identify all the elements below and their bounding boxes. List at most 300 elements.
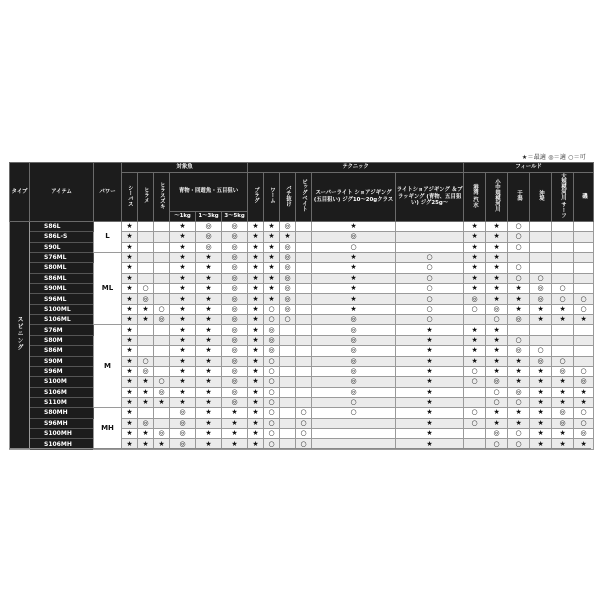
rating-cell: ★ bbox=[154, 397, 170, 407]
rating-cell: ★ bbox=[486, 335, 508, 345]
rating-cell: ◎ bbox=[530, 294, 552, 304]
rating-cell: ★ bbox=[248, 263, 264, 273]
rating-cell: ★ bbox=[396, 387, 464, 397]
rating-legend: ★＝最適 ◎＝適 ○＝可 bbox=[521, 154, 586, 161]
rating-cell: ★ bbox=[196, 263, 222, 273]
rating-cell: ★ bbox=[486, 221, 508, 231]
rating-cell: ◎ bbox=[312, 315, 396, 325]
rating-cell: ★ bbox=[170, 356, 196, 366]
power-ml-cell: ML bbox=[94, 252, 122, 325]
rating-cell: ★ bbox=[122, 221, 138, 231]
rating-cell: ★ bbox=[312, 304, 396, 314]
rating-cell: ◎ bbox=[280, 283, 296, 293]
rating-cell bbox=[530, 263, 552, 273]
rating-cell: ★ bbox=[248, 294, 264, 304]
rating-cell: ◎ bbox=[508, 346, 530, 356]
rating-cell: ○ bbox=[264, 397, 280, 407]
rating-cell bbox=[154, 335, 170, 345]
rating-cell: ★ bbox=[138, 377, 154, 387]
rating-cell: ★ bbox=[264, 283, 280, 293]
rating-cell: ○ bbox=[486, 315, 508, 325]
rating-cell: ★ bbox=[248, 418, 264, 428]
rating-cell: ★ bbox=[222, 408, 248, 418]
rating-cell: ○ bbox=[396, 294, 464, 304]
header-tech-bigbait: ビッグベイト bbox=[296, 173, 312, 222]
rating-cell: ★ bbox=[248, 325, 264, 335]
rating-cell bbox=[552, 242, 574, 252]
rating-cell bbox=[296, 242, 312, 252]
rating-cell bbox=[154, 232, 170, 242]
rating-cell: ★ bbox=[464, 356, 486, 366]
rating-cell: ○ bbox=[138, 283, 154, 293]
table-row bbox=[10, 221, 594, 231]
rating-cell: ◎ bbox=[530, 356, 552, 366]
rating-cell bbox=[280, 346, 296, 356]
rating-cell bbox=[296, 335, 312, 345]
rating-cell bbox=[574, 325, 594, 335]
rating-cell: ★ bbox=[264, 294, 280, 304]
rating-cell: ◎ bbox=[280, 242, 296, 252]
rating-cell: ★ bbox=[530, 377, 552, 387]
rating-cell: ★ bbox=[464, 283, 486, 293]
power-mh-cell: MH bbox=[94, 408, 122, 450]
rating-cell bbox=[296, 273, 312, 283]
rating-cell: ★ bbox=[122, 429, 138, 439]
header-fish-seabass: シーバス bbox=[122, 173, 138, 222]
rating-cell: ★ bbox=[196, 273, 222, 283]
rating-cell: ★ bbox=[508, 366, 530, 376]
table-row bbox=[10, 408, 594, 418]
rating-cell: ★ bbox=[122, 439, 138, 449]
rating-cell bbox=[296, 304, 312, 314]
rating-cell: ★ bbox=[122, 315, 138, 325]
rating-cell: ◎ bbox=[222, 356, 248, 366]
rating-cell: ★ bbox=[196, 283, 222, 293]
rating-cell bbox=[154, 418, 170, 428]
item-name: S90L bbox=[30, 242, 94, 252]
rating-cell: ★ bbox=[196, 397, 222, 407]
rating-cell bbox=[296, 252, 312, 262]
header-type: タイプ bbox=[10, 163, 30, 222]
rating-cell bbox=[154, 273, 170, 283]
rating-cell: ○ bbox=[508, 232, 530, 242]
rating-cell bbox=[138, 346, 154, 356]
rating-cell: ○ bbox=[296, 418, 312, 428]
rating-cell: ★ bbox=[508, 418, 530, 428]
rating-cell bbox=[574, 283, 594, 293]
header-field-breakwater: 沖堤 bbox=[530, 173, 552, 222]
rating-cell: ○ bbox=[464, 418, 486, 428]
rating-cell bbox=[574, 346, 594, 356]
type-spinning-cell bbox=[10, 221, 30, 449]
rating-cell: ★ bbox=[552, 387, 574, 397]
rating-cell: ○ bbox=[296, 439, 312, 449]
power-l-cell: L bbox=[94, 221, 122, 252]
rating-cell: ★ bbox=[222, 418, 248, 428]
rating-cell: ○ bbox=[508, 335, 530, 345]
rating-cell: ★ bbox=[486, 408, 508, 418]
rating-cell bbox=[154, 283, 170, 293]
rating-cell: ◎ bbox=[222, 387, 248, 397]
rating-cell bbox=[154, 242, 170, 252]
rating-cell: ★ bbox=[464, 325, 486, 335]
rating-cell: ★ bbox=[138, 439, 154, 449]
rating-cell bbox=[296, 294, 312, 304]
rating-cell: ○ bbox=[296, 408, 312, 418]
rating-cell: ○ bbox=[264, 315, 280, 325]
rating-cell: ○ bbox=[552, 294, 574, 304]
rating-cell: ★ bbox=[486, 366, 508, 376]
type-label: スピニング bbox=[16, 316, 23, 352]
rating-cell: ★ bbox=[138, 387, 154, 397]
rating-cell: ★ bbox=[248, 408, 264, 418]
rating-cell bbox=[138, 252, 154, 262]
rating-cell: ◎ bbox=[508, 387, 530, 397]
rating-cell: ○ bbox=[264, 408, 280, 418]
rating-cell: ★ bbox=[170, 273, 196, 283]
rating-cell: ★ bbox=[464, 242, 486, 252]
rating-cell: ★ bbox=[248, 221, 264, 231]
rating-cell bbox=[296, 232, 312, 242]
rating-cell: ★ bbox=[138, 429, 154, 439]
rating-cell: ★ bbox=[264, 221, 280, 231]
rating-cell: ★ bbox=[170, 283, 196, 293]
rating-cell: ○ bbox=[154, 377, 170, 387]
rating-cell: ★ bbox=[122, 263, 138, 273]
header-field-rocky-shore: 磯 bbox=[574, 173, 594, 222]
rating-cell: ◎ bbox=[264, 325, 280, 335]
rating-cell: ★ bbox=[396, 356, 464, 366]
rating-cell: ★ bbox=[530, 315, 552, 325]
rating-cell: ★ bbox=[222, 429, 248, 439]
table-body bbox=[10, 221, 594, 449]
rating-cell bbox=[138, 335, 154, 345]
rating-cell bbox=[464, 315, 486, 325]
rating-cell: ◎ bbox=[312, 325, 396, 335]
rating-cell: ★ bbox=[486, 294, 508, 304]
item-name: S106ML bbox=[30, 315, 94, 325]
rating-cell: ◎ bbox=[280, 252, 296, 262]
rating-cell: ★ bbox=[464, 232, 486, 242]
rating-cell bbox=[154, 346, 170, 356]
rating-cell: ○ bbox=[264, 366, 280, 376]
header-group-technique: テクニック bbox=[248, 163, 464, 173]
rating-cell: ○ bbox=[574, 418, 594, 428]
rating-cell: ★ bbox=[196, 377, 222, 387]
rating-cell bbox=[530, 335, 552, 345]
rating-cell: ◎ bbox=[196, 242, 222, 252]
rating-cell: ○ bbox=[508, 397, 530, 407]
rating-cell: ○ bbox=[264, 304, 280, 314]
item-name: S80MH bbox=[30, 408, 94, 418]
rating-cell: ★ bbox=[464, 252, 486, 262]
rating-cell bbox=[296, 377, 312, 387]
rating-cell: ◎ bbox=[154, 315, 170, 325]
rating-cell: ★ bbox=[122, 294, 138, 304]
rating-cell: ★ bbox=[138, 315, 154, 325]
rating-cell: ★ bbox=[530, 387, 552, 397]
rating-cell bbox=[138, 242, 154, 252]
rating-cell: ★ bbox=[248, 366, 264, 376]
rating-cell: ★ bbox=[248, 387, 264, 397]
rating-cell: ★ bbox=[122, 232, 138, 242]
rating-cell: ★ bbox=[196, 356, 222, 366]
rating-cell: ◎ bbox=[486, 377, 508, 387]
item-name: S96M bbox=[30, 366, 94, 376]
rating-cell: ★ bbox=[552, 304, 574, 314]
rating-cell: ○ bbox=[508, 242, 530, 252]
rating-cell: ★ bbox=[312, 252, 396, 262]
rating-cell: ◎ bbox=[170, 418, 196, 428]
rating-cell: ◎ bbox=[264, 335, 280, 345]
rating-cell: ★ bbox=[508, 304, 530, 314]
rating-cell: ★ bbox=[312, 283, 396, 293]
rating-cell: ★ bbox=[170, 346, 196, 356]
rating-cell: ◎ bbox=[280, 221, 296, 231]
rating-cell: ★ bbox=[170, 335, 196, 345]
rating-cell: ○ bbox=[264, 356, 280, 366]
rating-cell: ★ bbox=[196, 294, 222, 304]
rating-cell: ★ bbox=[138, 397, 154, 407]
rating-cell: ○ bbox=[486, 397, 508, 407]
rating-cell: ◎ bbox=[222, 294, 248, 304]
rating-cell bbox=[552, 273, 574, 283]
rating-cell: ★ bbox=[464, 335, 486, 345]
rating-cell bbox=[530, 325, 552, 335]
rating-cell: ★ bbox=[170, 221, 196, 231]
rating-cell: ○ bbox=[396, 315, 464, 325]
rating-cell: ◎ bbox=[464, 294, 486, 304]
item-name: S106MH bbox=[30, 439, 94, 449]
rating-cell: ★ bbox=[196, 304, 222, 314]
header-field-small-river: 小中規模河川 bbox=[486, 173, 508, 222]
item-name: S80ML bbox=[30, 263, 94, 273]
header-tech-super-light-shore-jigging: スーパーライト ショアジギング (五目狙い) ジグ10〜20gクラス bbox=[312, 173, 396, 222]
rating-cell: ★ bbox=[312, 273, 396, 283]
header-tech-worm: ワーム bbox=[264, 173, 280, 222]
header-weight-1-3kg: 1〜3kg bbox=[196, 211, 222, 221]
rating-cell: ◎ bbox=[222, 273, 248, 283]
rating-cell: ★ bbox=[486, 418, 508, 428]
rating-cell: ◎ bbox=[170, 408, 196, 418]
rating-cell: ★ bbox=[312, 263, 396, 273]
rating-cell: ★ bbox=[170, 242, 196, 252]
rating-cell bbox=[396, 242, 464, 252]
rating-cell: ◎ bbox=[552, 408, 574, 418]
rating-cell: ○ bbox=[464, 408, 486, 418]
rating-cell bbox=[154, 325, 170, 335]
rating-cell: ★ bbox=[170, 315, 196, 325]
item-name: S76ML bbox=[30, 252, 94, 262]
rating-cell: ○ bbox=[574, 408, 594, 418]
rating-cell: ○ bbox=[486, 439, 508, 449]
rating-cell: ★ bbox=[396, 377, 464, 387]
header-tech-light-shore-jigging: ライトショアジギング ＆プラッギング (青物、五目狙い) ジグ25g〜 bbox=[396, 173, 464, 222]
rating-cell: ◎ bbox=[222, 315, 248, 325]
rating-cell bbox=[396, 221, 464, 231]
rating-cell: ★ bbox=[122, 356, 138, 366]
rating-cell bbox=[530, 242, 552, 252]
rating-cell bbox=[138, 325, 154, 335]
header-fish-hirasuzuki: ヒラスズキ bbox=[154, 173, 170, 222]
rating-cell: ★ bbox=[508, 294, 530, 304]
rating-cell bbox=[138, 232, 154, 242]
rating-cell: ★ bbox=[552, 439, 574, 449]
rating-cell: ★ bbox=[170, 325, 196, 335]
rating-cell: ★ bbox=[196, 439, 222, 449]
rating-cell: ★ bbox=[486, 242, 508, 252]
rating-cell: ★ bbox=[264, 273, 280, 283]
rating-cell: ★ bbox=[574, 387, 594, 397]
rating-cell: ★ bbox=[508, 377, 530, 387]
rating-cell: ◎ bbox=[222, 221, 248, 231]
item-name: S96MH bbox=[30, 418, 94, 428]
rating-cell bbox=[280, 356, 296, 366]
rating-cell: ○ bbox=[574, 294, 594, 304]
rating-cell: ○ bbox=[264, 377, 280, 387]
item-name: S80M bbox=[30, 335, 94, 345]
rating-cell bbox=[296, 366, 312, 376]
rating-cell: ★ bbox=[312, 294, 396, 304]
header-item: アイテム bbox=[30, 163, 94, 222]
power-m-cell: M bbox=[94, 325, 122, 408]
rating-cell: ★ bbox=[486, 232, 508, 242]
rating-cell: ★ bbox=[248, 397, 264, 407]
rating-cell: ○ bbox=[264, 418, 280, 428]
rating-cell: ◎ bbox=[196, 232, 222, 242]
rating-cell: ○ bbox=[312, 242, 396, 252]
rating-cell bbox=[138, 263, 154, 273]
rating-cell: ★ bbox=[196, 325, 222, 335]
rating-cell bbox=[138, 273, 154, 283]
rating-cell bbox=[296, 263, 312, 273]
rating-cell: ★ bbox=[248, 315, 264, 325]
rating-cell: ◎ bbox=[138, 294, 154, 304]
rating-cell: ★ bbox=[122, 335, 138, 345]
rating-cell: ★ bbox=[464, 273, 486, 283]
rating-cell bbox=[574, 252, 594, 262]
header-group-fish: 対象魚 bbox=[122, 163, 248, 173]
rating-cell: ★ bbox=[464, 221, 486, 231]
rating-cell: ◎ bbox=[574, 377, 594, 387]
rating-cell: ★ bbox=[196, 366, 222, 376]
rating-cell: ★ bbox=[170, 263, 196, 273]
rating-cell bbox=[574, 221, 594, 231]
rating-cell bbox=[508, 252, 530, 262]
rating-cell: ★ bbox=[552, 377, 574, 387]
rating-cell: ◎ bbox=[280, 273, 296, 283]
rating-cell: ◎ bbox=[222, 283, 248, 293]
rating-cell: ★ bbox=[486, 346, 508, 356]
rating-cell: ★ bbox=[122, 408, 138, 418]
rating-cell: ★ bbox=[122, 377, 138, 387]
rating-cell: ★ bbox=[170, 387, 196, 397]
rating-cell: ◎ bbox=[222, 346, 248, 356]
item-name: S90ML bbox=[30, 283, 94, 293]
rating-cell: ○ bbox=[396, 252, 464, 262]
rating-cell: ★ bbox=[486, 263, 508, 273]
rating-cell: ★ bbox=[574, 439, 594, 449]
rating-cell: ★ bbox=[280, 232, 296, 242]
rating-cell: ★ bbox=[196, 408, 222, 418]
rating-cell bbox=[280, 366, 296, 376]
item-name: S100M bbox=[30, 377, 94, 387]
header-weight-3-5kg: 3〜5kg bbox=[222, 211, 248, 221]
rating-cell: ○ bbox=[486, 387, 508, 397]
rating-cell: ○ bbox=[574, 366, 594, 376]
rating-cell: ◎ bbox=[486, 304, 508, 314]
rating-cell: ◎ bbox=[222, 377, 248, 387]
rating-cell: ★ bbox=[170, 304, 196, 314]
rating-cell: ○ bbox=[508, 263, 530, 273]
rating-cell bbox=[312, 429, 396, 439]
rating-cell: ○ bbox=[312, 397, 396, 407]
rating-cell: ◎ bbox=[222, 252, 248, 262]
rating-cell bbox=[280, 418, 296, 428]
rating-cell: ○ bbox=[312, 408, 396, 418]
rating-cell: ★ bbox=[248, 356, 264, 366]
rating-cell: ★ bbox=[122, 304, 138, 314]
rating-cell bbox=[464, 397, 486, 407]
rating-cell: ◎ bbox=[280, 304, 296, 314]
rating-cell: ★ bbox=[154, 439, 170, 449]
header-weight-1kg: 〜1kg bbox=[170, 211, 196, 221]
rating-cell: ○ bbox=[508, 439, 530, 449]
header-power: パワー bbox=[94, 163, 122, 222]
rating-cell: ★ bbox=[264, 252, 280, 262]
rod-spec-table bbox=[9, 162, 594, 450]
rating-cell bbox=[464, 429, 486, 439]
rating-cell bbox=[530, 252, 552, 262]
rating-cell: ★ bbox=[264, 232, 280, 242]
rating-cell: ★ bbox=[396, 346, 464, 356]
rating-cell: ★ bbox=[196, 252, 222, 262]
rating-cell: ★ bbox=[196, 346, 222, 356]
rating-cell: ★ bbox=[530, 304, 552, 314]
rating-cell: ◎ bbox=[574, 429, 594, 439]
rating-cell bbox=[138, 221, 154, 231]
item-name: S106M bbox=[30, 387, 94, 397]
rating-cell: ★ bbox=[486, 273, 508, 283]
rating-cell: ★ bbox=[396, 429, 464, 439]
rating-cell: ◎ bbox=[312, 387, 396, 397]
rating-cell bbox=[280, 408, 296, 418]
rating-cell: ★ bbox=[396, 325, 464, 335]
rating-cell: ◎ bbox=[154, 387, 170, 397]
header-tech-plug: プラグ bbox=[248, 173, 264, 222]
rating-cell: ★ bbox=[138, 304, 154, 314]
rating-cell bbox=[530, 232, 552, 242]
rating-cell bbox=[280, 397, 296, 407]
item-name: S110M bbox=[30, 397, 94, 407]
rating-cell: ★ bbox=[264, 242, 280, 252]
rating-cell: ◎ bbox=[138, 418, 154, 428]
header-group-field: フィールド bbox=[464, 163, 594, 173]
rating-cell: ★ bbox=[222, 439, 248, 449]
rating-cell bbox=[552, 252, 574, 262]
rating-cell: ○ bbox=[396, 273, 464, 283]
rating-cell: ★ bbox=[530, 397, 552, 407]
rating-cell bbox=[574, 273, 594, 283]
rating-cell: ○ bbox=[264, 439, 280, 449]
rating-cell bbox=[552, 346, 574, 356]
rating-cell: ○ bbox=[530, 346, 552, 356]
rating-cell: ★ bbox=[170, 366, 196, 376]
rating-cell: ★ bbox=[396, 366, 464, 376]
rating-cell: ★ bbox=[486, 252, 508, 262]
rating-cell: ★ bbox=[396, 418, 464, 428]
rating-cell: ★ bbox=[530, 418, 552, 428]
